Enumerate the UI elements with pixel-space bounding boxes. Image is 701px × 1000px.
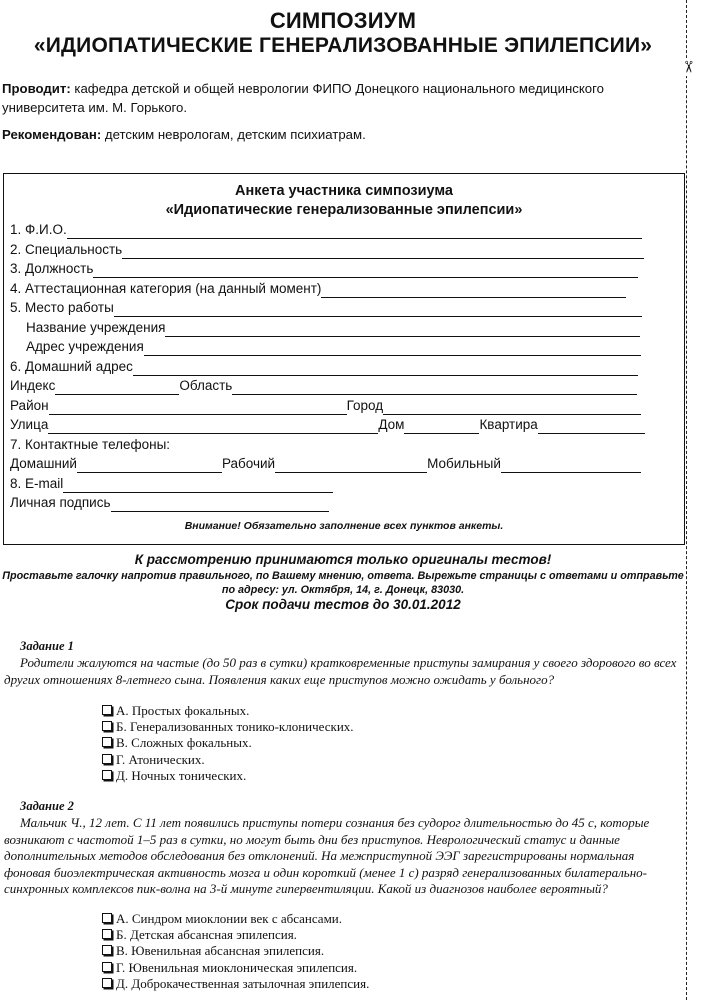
conducted-text: кафедра детской и общей неврологии ФИПО Донецкого национального медицинского университета им. М. Горького. — [2, 81, 604, 115]
conducted-label: Проводит: — [2, 81, 71, 96]
street-label: Улица — [10, 417, 49, 432]
home-phone-field[interactable] — [77, 459, 222, 473]
street-field[interactable] — [48, 420, 378, 434]
form-row-category — [10, 280, 626, 298]
task-2-option[interactable] — [102, 960, 369, 976]
email-label: 8. E-mail — [10, 476, 64, 491]
specialty-field[interactable] — [122, 245, 644, 259]
form-row-index-region — [10, 377, 637, 395]
region-label: Область — [179, 378, 233, 393]
recommended-for — [2, 125, 678, 144]
option-label: В. Сложных фокальных. — [116, 735, 252, 751]
checkbox-icon[interactable] — [102, 721, 112, 731]
form-row-position — [10, 260, 638, 278]
checkbox-icon[interactable] — [102, 945, 112, 955]
home-address-field[interactable] — [133, 362, 638, 376]
checkbox-icon[interactable] — [102, 978, 112, 988]
institution-address-field[interactable] — [144, 342, 641, 356]
option-label: Б. Детская абсансная эпилепсия. — [116, 927, 297, 943]
option-label: Д. Ночных тонических. — [116, 767, 247, 783]
checkbox-icon[interactable] — [102, 962, 112, 972]
email-field[interactable] — [63, 479, 333, 493]
work-phone-label: Рабочий — [221, 456, 276, 471]
apartment-label: Квартира — [479, 417, 538, 432]
category-label: 4. Аттестационная категория (на данный момент) — [10, 281, 322, 296]
option-label: Б. Генерализованных тонико-клонических. — [116, 719, 354, 735]
mobile-phone-label: Мобильный — [427, 456, 501, 471]
task-1-option[interactable] — [102, 768, 354, 784]
form-title-line1: Анкета участника симпозиума — [234, 183, 453, 199]
checkbox-icon[interactable] — [102, 770, 112, 780]
cut-line — [686, 0, 687, 1000]
district-field[interactable] — [49, 401, 347, 415]
task-2-option[interactable] — [102, 976, 369, 992]
task-1-option[interactable] — [102, 735, 354, 751]
position-label: 3. Должность — [10, 261, 94, 276]
notice-deadline: Срок подачи тестов до 30.01.2012 — [225, 597, 461, 612]
checkbox-icon[interactable] — [102, 929, 112, 939]
notice-originals: К рассмотрению принимаются только оригиналы тестов! — [134, 552, 552, 567]
fio-label: 1. Ф.И.О. — [10, 222, 67, 237]
form-row-home-address — [10, 358, 638, 376]
option-label: Г. Ювенильная миоклоническая эпилепсия. — [116, 959, 358, 975]
option-label: Г. Атонических. — [116, 751, 205, 767]
task-2-option[interactable] — [102, 943, 369, 959]
task-1-option[interactable] — [102, 719, 354, 735]
task-2-option[interactable] — [102, 927, 369, 943]
work-phone-field[interactable] — [275, 459, 427, 473]
notice-instructions: Проставьте галочку напротив правильного, по Вашему мнению, ответа. Вырежьте страницы с ответами и отправьте по адресу: ул. Октября, 14, г. Донецк, 83030. — [2, 570, 684, 596]
mobile-phone-field[interactable] — [501, 459, 641, 473]
form-row-street — [10, 416, 645, 434]
signature-label: Личная подпись — [10, 495, 111, 510]
checkbox-icon[interactable] — [102, 913, 112, 923]
option-label: В. Ювенильная абсансная эпилепсия. — [116, 943, 325, 959]
institution-address-label: Адрес учреждения — [26, 339, 144, 354]
district-label: Район — [10, 398, 49, 413]
position-field[interactable] — [93, 264, 638, 278]
city-label: Город — [346, 398, 384, 413]
task-1-text: Родители жалуются на частые (до 50 раз в сутки) кратковременные приступы замирания у своего здорового во всех других отношениях 8-летнего сына. Появления каких еще приступов можно ожидать у больного? — [4, 655, 677, 687]
fio-field[interactable] — [67, 225, 642, 239]
form-row-institution-name — [10, 319, 640, 337]
region-field[interactable] — [232, 381, 637, 395]
form-row-phones — [10, 436, 170, 454]
workplace-label: 5. Место работы — [10, 300, 114, 315]
checkbox-icon[interactable] — [102, 705, 112, 715]
index-label: Индекс — [10, 378, 56, 393]
institution-name-label: Название учреждения — [26, 320, 166, 335]
task-1-option[interactable] — [102, 703, 354, 719]
checkbox-icon[interactable] — [102, 737, 112, 747]
form-row-specialty — [10, 241, 644, 259]
task-1-option[interactable] — [102, 752, 354, 768]
form-row-signature — [10, 494, 329, 512]
form-row-fio — [10, 221, 642, 239]
conducted-by — [2, 79, 678, 117]
index-field[interactable] — [55, 381, 179, 395]
task-2-title: Задание 2 — [20, 799, 74, 813]
form-row-email — [10, 475, 333, 493]
workplace-field[interactable] — [114, 303, 642, 317]
form-note: Внимание! Обязательно заполнение всех пунктов анкеты. — [184, 520, 504, 532]
task-1-title: Задание 1 — [20, 639, 74, 653]
city-field[interactable] — [383, 401, 641, 415]
page-title-line2: «ИДИОПАТИЧЕСКИЕ ГЕНЕРАЛИЗОВАННЫЕ ЭПИЛЕПСИИ» — [33, 34, 653, 57]
task-1-options — [102, 703, 354, 784]
category-field[interactable] — [321, 284, 626, 298]
apartment-field[interactable] — [538, 420, 645, 434]
recommended-text: детским неврологам, детским психиатрам. — [101, 127, 366, 142]
home-address-label: 6. Домашний адрес — [10, 359, 133, 374]
house-field[interactable] — [404, 420, 479, 434]
scissors-icon: ✂ — [678, 58, 696, 76]
task-2-options — [102, 911, 369, 992]
task-2-option[interactable] — [102, 911, 369, 927]
house-label: Дом — [378, 417, 405, 432]
checkbox-icon[interactable] — [102, 754, 112, 764]
task-2-text: Мальчик Ч., 12 лет. С 11 лет появились приступы потери сознания без судорог длительностью до 45 с, которые возникают с частотой 1–5 раз в сутки, но могут быть дни без приступов. Неврологический статус и данные дополнительных методов обследования без отклонений. На межприступной ЭЭГ зарегистрированы нормальная фоновая биоэлектрическая активность мозга и один короткий (менее 1 с) разряд генерализованных билатерально-синхронных комплексов пик-волна на 3-й минуте гипервентиляции. Какой из диагнозов наиболее вероятный? — [4, 815, 650, 896]
phones-label: 7. Контактные телефоны: — [10, 437, 171, 452]
option-label: Д. Доброкачественная затылочная эпилепсия. — [116, 975, 370, 991]
form-row-workplace — [10, 299, 642, 317]
option-label: А. Синдром миоклонии век с абсансами. — [116, 911, 343, 926]
participant-form — [3, 173, 685, 545]
form-title-line2: «Идиопатические генерализованные эпилепсии» — [165, 202, 523, 218]
form-row-institution-address — [10, 338, 641, 356]
recommended-label: Рекомендован: — [2, 127, 102, 142]
specialty-label: 2. Специальность — [10, 242, 123, 257]
form-row-phone-numbers — [10, 455, 641, 473]
page-title-line1: СИМПОЗИУМ — [269, 8, 417, 33]
signature-field[interactable] — [111, 498, 329, 512]
home-phone-label: Домашний — [10, 456, 77, 471]
form-row-district-city — [10, 397, 641, 415]
institution-name-field[interactable] — [165, 323, 640, 337]
option-label: А. Простых фокальных. — [116, 703, 250, 718]
